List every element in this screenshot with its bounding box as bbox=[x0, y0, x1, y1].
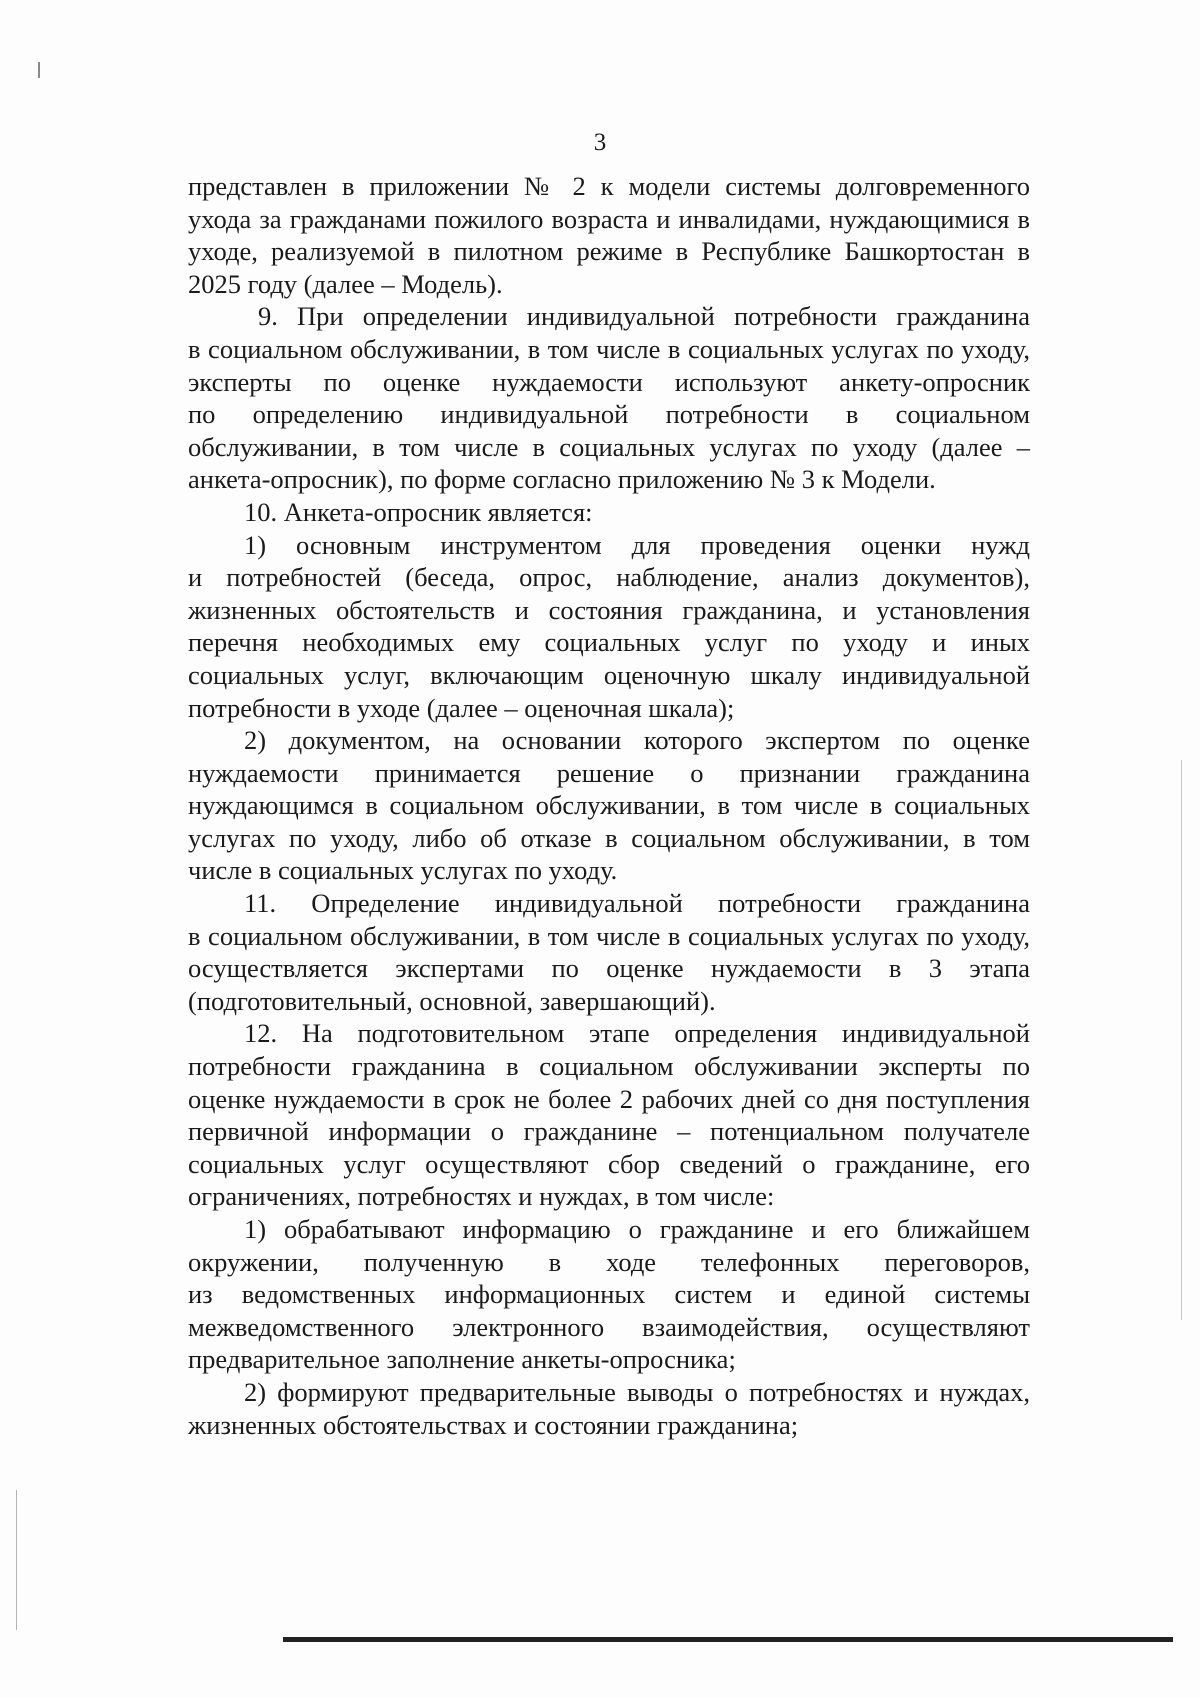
text-line: уходе, реализуемой в пилотном режиме в Республике Башкортостан в bbox=[188, 236, 1030, 267]
paragraph-subitem-2 bbox=[188, 724, 1030, 887]
text-line: эксперты по оценке нуждаемости используют анкету-опросник bbox=[188, 366, 1030, 397]
text-line: осуществляется экспертами по оценке нуждаемости в 3 этапа bbox=[188, 953, 1030, 984]
text-line: потребности в уходе (далее – оценочная шкала); bbox=[188, 692, 735, 723]
page-number: 3 bbox=[593, 129, 607, 156]
text-line: представлен в приложении № 2 к модели системы долговременного bbox=[188, 171, 1030, 201]
text-line: нуждаемости принимается решение о признании гражданина bbox=[188, 757, 1030, 788]
scan-edge-mark bbox=[16, 1490, 17, 1630]
text-line: 2) формируют предварительные выводы о потребностях и нуждах, bbox=[244, 1376, 1030, 1407]
text-line: 9. При определении индивидуальной потребности гражданина bbox=[258, 301, 1030, 332]
text-line: в социальном обслуживании, в том числе в социальных услугах по уходу, bbox=[188, 333, 1030, 364]
text-line: в социальном обслуживании, в том числе в социальных услугах по уходу, bbox=[188, 920, 1030, 951]
text-line: и потребностей (беседа, опрос, наблюдение, анализ документов), bbox=[188, 562, 1030, 593]
text-line: межведомственного электронного взаимодействия, осуществляют bbox=[188, 1311, 1030, 1342]
text-line: 2025 году (далее – Модель). bbox=[188, 268, 503, 299]
text-line: 1) обрабатывают информацию о гражданине и его ближайшем bbox=[244, 1214, 1030, 1244]
text-line: по определению индивидуальной потребности в социальном bbox=[188, 399, 1030, 430]
scan-edge-mark bbox=[38, 62, 40, 78]
paragraph-item-11 bbox=[188, 887, 1030, 1017]
text-line: 11. Определение индивидуальной потребности гражданина bbox=[244, 888, 1030, 919]
text-line: (подготовительный, основной, завершающий). bbox=[188, 985, 716, 1016]
paragraph-item-9 bbox=[188, 300, 1030, 496]
text-line: потребности гражданина в социальном обслуживании эксперты по bbox=[188, 1051, 1030, 1082]
text-line: 10. Анкета-опросник является: bbox=[244, 496, 593, 527]
text-line: первичной информации о гражданине – потенциальном получателе bbox=[188, 1116, 1030, 1147]
paragraph-continuation bbox=[188, 170, 1030, 300]
text-line: предварительное заполнение анкеты-опросника; bbox=[188, 1344, 736, 1375]
text-line: оценке нуждаемости в срок не более 2 рабочих дней со дня поступления bbox=[188, 1083, 1030, 1114]
text-line: жизненных обстоятельствах и состоянии гражданина; bbox=[188, 1409, 799, 1440]
text-line: ограничениях, потребностях и нуждах, в том числе: bbox=[188, 1181, 775, 1212]
text-line: окружении, полученную в ходе телефонных переговоров, bbox=[188, 1246, 1030, 1277]
paragraph-subitem-1 bbox=[188, 529, 1030, 725]
text-line: 12. На подготовительном этапе определения индивидуальной bbox=[244, 1018, 1030, 1049]
paragraph-subitem-12-2 bbox=[188, 1376, 1030, 1441]
text-line: социальных услуг осуществляют сбор сведений о гражданине, его bbox=[188, 1148, 1030, 1179]
paragraph-item-12 bbox=[188, 1017, 1030, 1213]
text-line: обслуживании, в том числе в социальных услугах по уходу (далее – bbox=[188, 431, 1030, 462]
text-line: нуждающимся в социальном обслуживании, в том числе в социальных bbox=[188, 790, 1030, 821]
paragraph-subitem-12-1 bbox=[188, 1213, 1030, 1376]
text-line: 1) основным инструментом для проведения оценки нужд bbox=[244, 529, 1030, 560]
text-line: социальных услуг, включающим оценочную шкалу индивидуальной bbox=[188, 659, 1030, 690]
bottom-rule bbox=[283, 1637, 1173, 1642]
document-body bbox=[188, 170, 1030, 1441]
text-line: перечня необходимых ему социальных услуг по уходу и иных bbox=[188, 627, 1030, 658]
text-line: 2) документом, на основании которого экспертом по оценке bbox=[244, 725, 1030, 756]
text-line: анкета-опросник), по форме согласно приложению № 3 к Модели. bbox=[188, 464, 936, 495]
scan-edge-mark bbox=[1181, 760, 1182, 1320]
text-line: числе в социальных услугах по уходу. bbox=[188, 855, 618, 886]
text-line: услугах по уходу, либо об отказе в социальном обслуживании, в том bbox=[188, 822, 1030, 853]
text-line: жизненных обстоятельств и состояния гражданина, и установления bbox=[188, 594, 1030, 625]
paragraph-item-10 bbox=[188, 496, 1030, 529]
text-line: из ведомственных информационных систем и единой системы bbox=[188, 1279, 1030, 1310]
text-line: ухода за гражданами пожилого возраста и инвалидами, нуждающимися в bbox=[188, 203, 1030, 234]
